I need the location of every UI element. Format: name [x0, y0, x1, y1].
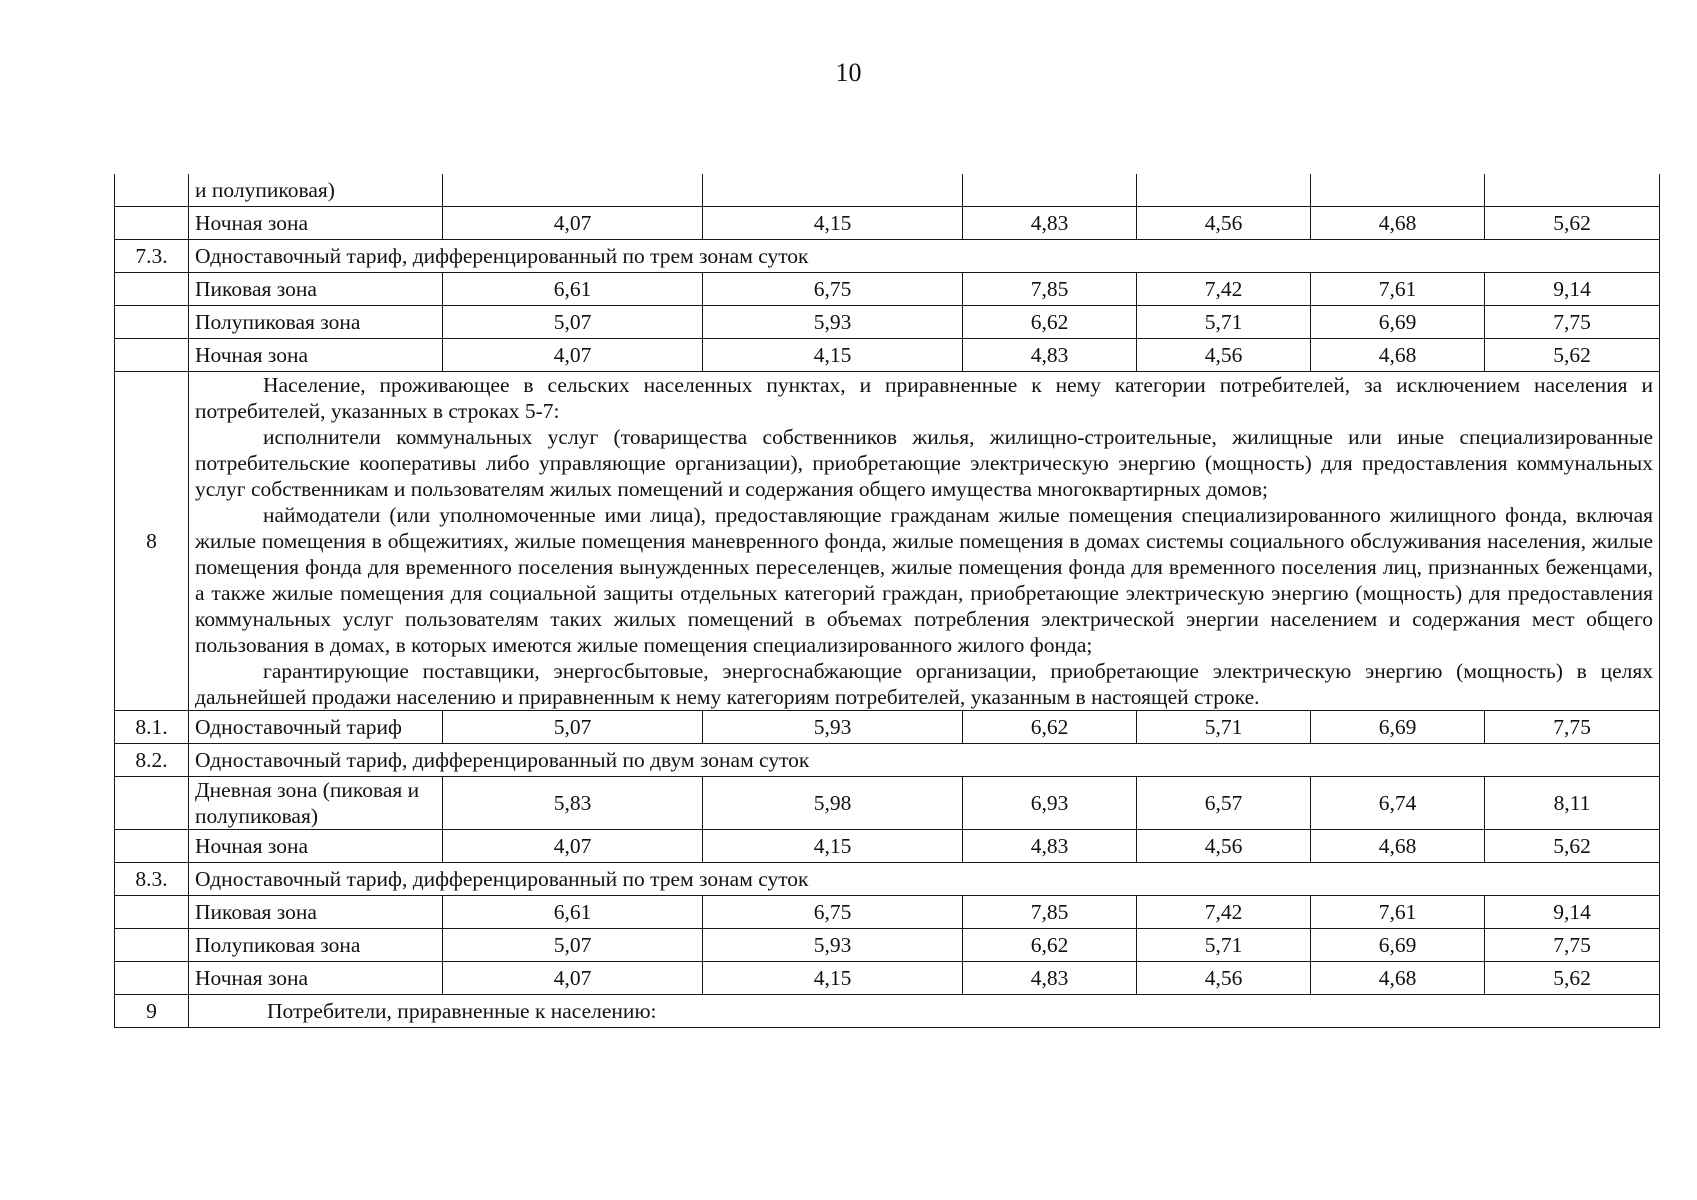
value-cell: 6,69 — [1311, 711, 1485, 744]
value-cell — [1485, 174, 1660, 207]
row-label: Ночная зона — [189, 962, 443, 995]
value-cell — [1311, 174, 1485, 207]
table-row — [115, 174, 1660, 207]
row-number — [115, 830, 189, 863]
value-cell: 4,68 — [1311, 207, 1485, 240]
value-cell: 4,83 — [963, 830, 1137, 863]
value-cell: 5,07 — [443, 306, 703, 339]
value-cell: 8,11 — [1485, 777, 1660, 830]
table-row — [115, 711, 1660, 744]
value-cell — [703, 174, 963, 207]
value-cell: 7,75 — [1485, 711, 1660, 744]
value-cell: 7,85 — [963, 896, 1137, 929]
row-number: 8.1. — [115, 711, 189, 744]
value-cell: 9,14 — [1485, 896, 1660, 929]
description-paragraph: наймодатели (или уполномоченные ими лица), предоставляющие гражданам жилые помещения специализированного жилищного фонда, включая жилые помещения в общежитиях, жилые помещения маневренного фонда, жилые помещения в домах системы социального обслуживания населения, жилые помещения фонда для временного поселения вынужденных переселенцев, жилые помещения фонда для временного поселения лиц, признанных беженцами, а также жилые помещения для социальной защиты отдельных категорий граждан, приобретающие электрическую энергию (мощность) для предоставления коммунальных услуг пользователям таких жилых помещений в объемах потребления электрической энергии населением и содержания мест общего пользования в домах, в которых имеются жилые помещения специализированного жилого фонда; — [195, 503, 1653, 657]
section-heading: Потребители, приравненные к населению: — [189, 995, 1660, 1028]
row-label: Ночная зона — [189, 339, 443, 372]
value-cell: 5,07 — [443, 711, 703, 744]
value-cell: 6,75 — [703, 896, 963, 929]
value-cell: 5,98 — [703, 777, 963, 830]
row-number — [115, 962, 189, 995]
tariff-table — [114, 174, 1660, 1028]
value-cell: 5,62 — [1485, 339, 1660, 372]
value-cell: 5,93 — [703, 929, 963, 962]
page-number: 10 — [835, 58, 862, 87]
table-row — [115, 273, 1660, 306]
description-paragraph: исполнители коммунальных услуг (товарищества собственников жилья, жилищно-строительные, жилищные или иные специализированные потребительские кооперативы либо управляющие организации), приобретающие электрическую энергию (мощность) для предоставления коммунальных услуг собственникам и пользователям жилых помещений и содержания общего имущества многоквартирных домов; — [195, 425, 1653, 501]
value-cell: 7,61 — [1311, 273, 1485, 306]
value-cell: 7,61 — [1311, 896, 1485, 929]
value-cell: 4,68 — [1311, 830, 1485, 863]
row-label: Дневная зона (пиковая и полупиковая) — [189, 777, 443, 830]
table-row — [115, 207, 1660, 240]
value-cell: 6,69 — [1311, 306, 1485, 339]
row-label: Ночная зона — [189, 207, 443, 240]
value-cell: 4,68 — [1311, 339, 1485, 372]
row-number — [115, 777, 189, 830]
value-cell: 4,07 — [443, 830, 703, 863]
row-number: 8 — [115, 372, 189, 711]
value-cell: 4,56 — [1137, 339, 1311, 372]
value-cell — [443, 174, 703, 207]
value-cell: 4,56 — [1137, 830, 1311, 863]
table-row — [115, 306, 1660, 339]
row-label: Одноставочный тариф — [189, 711, 443, 744]
value-cell: 5,93 — [703, 711, 963, 744]
value-cell: 4,07 — [443, 339, 703, 372]
table-row — [115, 896, 1660, 929]
group-heading: Одноставочный тариф, дифференцированный по двум зонам суток — [189, 744, 1660, 777]
value-cell: 6,62 — [963, 306, 1137, 339]
value-cell: 9,14 — [1485, 273, 1660, 306]
row-label: Полупиковая зона — [189, 306, 443, 339]
value-cell: 6,61 — [443, 896, 703, 929]
table-row — [115, 240, 1660, 273]
value-cell: 6,62 — [963, 711, 1137, 744]
value-cell: 4,68 — [1311, 962, 1485, 995]
value-cell: 5,62 — [1485, 207, 1660, 240]
row-number — [115, 896, 189, 929]
value-cell: 5,62 — [1485, 962, 1660, 995]
value-cell: 7,42 — [1137, 273, 1311, 306]
value-cell — [963, 174, 1137, 207]
value-cell: 6,62 — [963, 929, 1137, 962]
row-number — [115, 306, 189, 339]
value-cell: 6,69 — [1311, 929, 1485, 962]
value-cell: 4,07 — [443, 962, 703, 995]
row-number — [115, 207, 189, 240]
value-cell: 4,83 — [963, 207, 1137, 240]
value-cell: 7,75 — [1485, 306, 1660, 339]
value-cell: 5,93 — [703, 306, 963, 339]
value-cell: 6,93 — [963, 777, 1137, 830]
value-cell: 4,07 — [443, 207, 703, 240]
row-number — [115, 339, 189, 372]
table-row — [115, 863, 1660, 896]
table-row — [115, 372, 1660, 711]
table-row — [115, 744, 1660, 777]
row-label: и полупиковая) — [189, 174, 443, 207]
table-row — [115, 995, 1660, 1028]
value-cell: 5,71 — [1137, 711, 1311, 744]
value-cell: 4,83 — [963, 339, 1137, 372]
table-row — [115, 962, 1660, 995]
value-cell: 4,15 — [703, 830, 963, 863]
description-paragraph: Население, проживающее в сельских населенных пунктах, и приравненные к нему категории потребителей, за исключением населения и потребителей, указанных в строках 5-7: — [195, 373, 1653, 423]
description-paragraph: гарантирующие поставщики, энергосбытовые, энергоснабжающие организации, приобретающие электрическую энергию (мощность) в целях дальнейшей продажи населению и приравненным к нему категориям потребителей, указанным в настоящей строке. — [195, 659, 1653, 709]
value-cell: 4,56 — [1137, 962, 1311, 995]
value-cell: 7,85 — [963, 273, 1137, 306]
value-cell: 7,42 — [1137, 896, 1311, 929]
value-cell: 6,57 — [1137, 777, 1311, 830]
row-number: 8.3. — [115, 863, 189, 896]
row-number — [115, 273, 189, 306]
section-description — [189, 372, 1660, 711]
value-cell: 4,56 — [1137, 207, 1311, 240]
table-row — [115, 777, 1660, 830]
group-heading: Одноставочный тариф, дифференцированный по трем зонам суток — [189, 863, 1660, 896]
row-number: 8.2. — [115, 744, 189, 777]
value-cell — [1137, 174, 1311, 207]
row-label: Ночная зона — [189, 830, 443, 863]
row-number: 9 — [115, 995, 189, 1028]
row-number: 7.3. — [115, 240, 189, 273]
value-cell: 6,61 — [443, 273, 703, 306]
value-cell: 5,71 — [1137, 929, 1311, 962]
value-cell: 4,15 — [703, 962, 963, 995]
row-number — [115, 174, 189, 207]
table-row — [115, 339, 1660, 372]
value-cell: 4,83 — [963, 962, 1137, 995]
group-heading: Одноставочный тариф, дифференцированный по трем зонам суток — [189, 240, 1660, 273]
row-number — [115, 929, 189, 962]
row-label: Полупиковая зона — [189, 929, 443, 962]
row-label: Пиковая зона — [189, 273, 443, 306]
value-cell: 6,75 — [703, 273, 963, 306]
value-cell: 4,15 — [703, 339, 963, 372]
value-cell: 5,07 — [443, 929, 703, 962]
value-cell: 4,15 — [703, 207, 963, 240]
value-cell: 5,71 — [1137, 306, 1311, 339]
table-row — [115, 830, 1660, 863]
value-cell: 7,75 — [1485, 929, 1660, 962]
table-row — [115, 929, 1660, 962]
value-cell: 5,62 — [1485, 830, 1660, 863]
value-cell: 6,74 — [1311, 777, 1485, 830]
row-label: Пиковая зона — [189, 896, 443, 929]
value-cell: 5,83 — [443, 777, 703, 830]
